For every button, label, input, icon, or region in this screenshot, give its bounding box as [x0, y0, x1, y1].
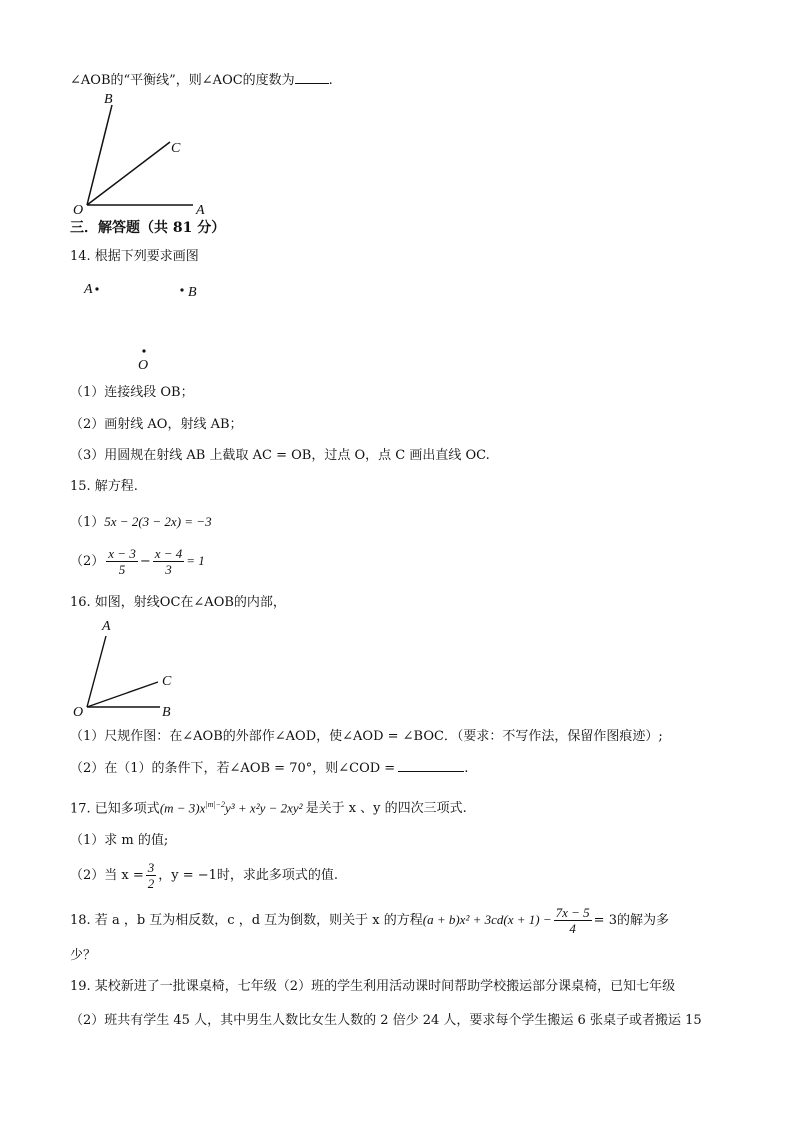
- q14-item-1: （1）连接线段 OB；: [70, 385, 194, 400]
- q18-frac-num: 7x − 5: [555, 905, 590, 920]
- q15-minus: −: [139, 554, 151, 569]
- q18-frac-den: 4: [569, 921, 576, 936]
- q16-item-1: （1）尺规作图：在∠AOB的外部作∠AOD，使∠AOD = ∠BOC．（要求：不写作法，保留作图痕迹）;: [70, 729, 663, 744]
- q13-angle-figure: [0, 0, 260, 220]
- q17-poly-b: y³ + x²y − 2xy²: [224, 800, 303, 816]
- q18-line-1: [70, 905, 669, 936]
- q19-line-1: 19. 某校新进了一批课桌椅，七年级（2）班的学生利用活动课时间帮助学校搬运部分课桌椅，已知七年级: [70, 979, 676, 994]
- q15-frac1-den: 5: [118, 562, 126, 577]
- q17-stem-prefix: 17. 已知多项式: [70, 801, 160, 817]
- q15-frac1-num: x − 3: [108, 546, 136, 561]
- q15-frac2-den: 3: [165, 562, 172, 577]
- q16-item-2-period: .: [464, 761, 469, 776]
- q16-ray-oc: [87, 682, 158, 707]
- q14-label-o: O: [138, 358, 149, 373]
- q18-text-prefix: 18. 若 a ，b 互为相反数，c ，d 互为倒数，则关于 x 的方程: [70, 913, 423, 928]
- q17-item-1: （1）求 m 的值;: [70, 833, 169, 848]
- q16-angle-figure: [0, 610, 220, 720]
- q14-point-b: [180, 288, 183, 291]
- q15-item-2: [70, 546, 205, 577]
- q13-label-a: A: [196, 203, 205, 218]
- q18-line-2: 少？: [70, 948, 97, 963]
- q19-line-2: （2）班共有学生 45 人，其中男生人数比女生人数的 2 倍少 24 人，要求每个学生搬运 6 张桌子或者搬运 15: [70, 1013, 702, 1028]
- q14-point-o: [142, 349, 145, 352]
- q15-item-2-label: （2）: [70, 554, 105, 569]
- q17-poly-a: (m − 3)x: [159, 800, 206, 816]
- q14-label-b: B: [188, 285, 197, 300]
- q14-item-3: （3）用圆规在射线 AB 上截取 AC = OB，过点 O，点 C 画出直线 OC.: [70, 448, 490, 463]
- section-title: 三．解答题（共 81 分）: [70, 220, 226, 236]
- q18-equation-left: (a + b)x² + 3cd(x + 1) −: [422, 912, 552, 927]
- q17-fraction: [146, 860, 157, 891]
- q13-label-c: C: [171, 141, 181, 156]
- q17-frac-num: 3: [147, 860, 155, 875]
- q15-stem: 15. 解方程.: [70, 479, 138, 494]
- q14-stem: 14. 根据下列要求画图: [70, 249, 199, 264]
- q13-label-b: B: [104, 92, 113, 107]
- q15-frac2-num: x − 4: [154, 546, 183, 561]
- q18-fraction: [554, 905, 592, 936]
- q16-label-c: C: [162, 674, 172, 689]
- q17-frac-den: 2: [147, 876, 155, 891]
- q14-label-a: A: [84, 282, 93, 297]
- q16-label-b: B: [162, 705, 171, 720]
- q17-stem: [70, 796, 467, 818]
- q17-item-2-suffix: ，y = −1时，求此多项式的值.: [158, 868, 339, 883]
- q14-points-figure: [0, 270, 260, 380]
- q15-fraction-1: [106, 546, 138, 577]
- q15-item-1-label: （1）: [70, 515, 105, 530]
- q18-equation-right: = 3的解为多: [593, 913, 669, 928]
- q17-poly-exponent: |m|−2: [205, 800, 225, 809]
- q13-tail-text: ∠AOB的“平衡线”，则∠AOC的度数为: [70, 73, 295, 88]
- q16-label-o: O: [73, 705, 84, 720]
- q16-item-2: [70, 760, 468, 778]
- q13-ray-oc: [87, 142, 170, 205]
- q15-item-1-equation: 5x − 2(3 − 2x) = −3: [104, 514, 212, 529]
- q15-item-1: [70, 513, 212, 532]
- q15-fraction-2: [153, 546, 185, 577]
- q15-rhs: = 1: [186, 553, 205, 568]
- q16-ray-oa: [87, 636, 106, 707]
- q14-item-2: （2）画射线 AO，射线 AB；: [70, 417, 243, 432]
- q16-item-2-text: （2）在（1）的条件下，若∠AOB = 70°，则∠COD =: [70, 761, 396, 776]
- q13-ray-ob: [87, 105, 112, 205]
- q17-item-2-prefix: （2）当 x =: [70, 868, 144, 883]
- q14-point-a: [95, 287, 98, 290]
- q17-item-2: [70, 860, 338, 891]
- q13-tail-period: .: [328, 73, 333, 88]
- q13-label-o: O: [73, 203, 84, 218]
- q16-stem: 16. 如图，射线OC在∠AOB的内部，: [70, 595, 286, 610]
- q17-stem-suffix: 是关于 x 、y 的四次三项式.: [305, 801, 467, 817]
- q16-label-a: A: [102, 619, 111, 634]
- q16-answer-blank: [398, 771, 464, 772]
- q13-answer-blank: [295, 83, 329, 84]
